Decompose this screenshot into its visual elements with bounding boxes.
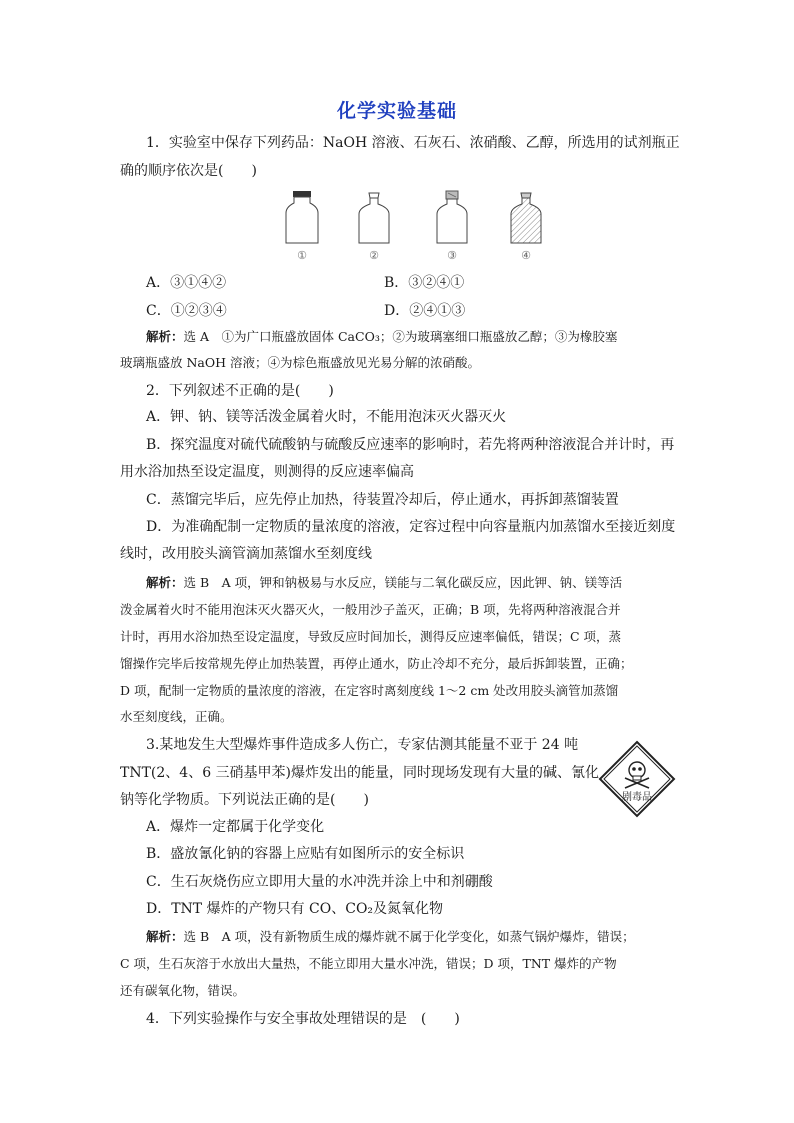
wide-mouth-bottle-icon	[280, 188, 324, 266]
q2-option-c: C．蒸馏完毕后，应先停止加热，待装置冷却后，停止通水，再拆卸蒸馏装置	[146, 492, 619, 508]
q3-analysis-line: 还有碳氧化物，错误。	[120, 983, 246, 998]
q2-analysis-line: 馏操作完毕后按常规先停止加热装置，再停止通水，防止冷却不充分，最后拆卸装置，正确；	[120, 656, 633, 671]
q1-option-c: C．①②③④	[146, 303, 227, 319]
reagent-bottles-figure	[272, 188, 552, 266]
q3-analysis-line: C 项，生石灰溶于水放出大量热，不能立即用大量水冲洗，错误；D 项，TNT 爆炸的产物	[120, 956, 617, 971]
q3-option-a: A．爆炸一定都属于化学变化	[146, 819, 325, 835]
q2-analysis-line: 计时，再用水浴加热至设定温度，导致反应时间加长，测得反应速率偏低，错误；C 项，蒸	[120, 629, 622, 644]
q2-analysis-line: 解析：选 B A 项，钾和钠极易与水反应，镁能与二氧化碳反应，因此钾、钠、镁等活	[146, 575, 623, 590]
q3-option-b: B．盛放氰化钠的容器上应贴有如图所示的安全标识	[146, 846, 465, 862]
q1-analysis-line1: 解析：选 A ①为广口瓶盛放固体 CaCO₃；②为玻璃塞细口瓶盛放乙醇；③为橡胶塞	[146, 329, 618, 344]
q1-option-a: A．③①④②	[146, 275, 227, 291]
q3-option-d: D．TNT 爆炸的产物只有 CO、CO₂及氮氧化物	[146, 901, 444, 917]
q1-option-d: D．②④①③	[384, 303, 466, 319]
q1-stem-line2: 确的顺序依次是( )	[120, 163, 257, 179]
q2-option-b-line1: B．探究温度对硫代硫酸钠与硫酸反应速率的影响时，若先将两种溶液混合并计时，再	[146, 437, 675, 453]
q2-option-d-line1: D．为准确配制一定物质的量浓度的溶液，定容过程中向容量瓶内加蒸馏水至接近刻度	[146, 519, 676, 535]
page-title: 化学实验基础	[336, 100, 457, 122]
q3-stem-line3: 钠等化学物质。下列说法正确的是( )	[120, 792, 369, 808]
q4-stem: 4．下列实验操作与安全事故处理错误的是 ( )	[146, 1011, 460, 1027]
q2-option-a: A．钾、钠、镁等活泼金属着火时，不能用泡沫灭火器灭火	[146, 409, 507, 425]
bottle-label-3: ③	[447, 249, 457, 262]
q2-stem: 2．下列叙述不正确的是( )	[146, 383, 334, 399]
q3-analysis-line: 解析：选 B A 项，没有新物质生成的爆炸就不属于化学变化，如蒸气锅炉爆炸，错误；	[146, 929, 635, 944]
q1-stem-line1: 1．实验室中保存下列药品：NaOH 溶液、石灰石、浓硝酸、乙醇，所选用的试剂瓶正	[146, 135, 680, 151]
bottle-label-4: ④	[521, 249, 531, 262]
q2-analysis-line: 水至刻度线，正确。	[120, 709, 233, 724]
q3-stem-line1: 3.某地发生大型爆炸事件造成多人伤亡，专家估测其能量不亚于 24 吨	[146, 737, 579, 753]
q2-option-d-line2: 线时，改用胶头滴管滴加蒸馏水至刻度线	[120, 546, 372, 562]
q2-analysis-line: D 项，配制一定物质的量浓度的溶液，在定容时离刻度线 1～2 cm 处改用胶头滴管加蒸馏	[120, 683, 619, 698]
bottle-label-2: ②	[369, 249, 379, 262]
q3-stem-line2: TNT(2、4、6 三硝基甲苯)爆炸发出的能量，同时现场发现有大量的碱、氰化	[120, 765, 600, 781]
toxic-hazard-sign	[598, 740, 676, 818]
brown-bottle-icon	[504, 188, 548, 266]
toxic-sign-label: 剧毒品	[622, 792, 652, 803]
q2-analysis-line: 泼金属着火时不能用泡沫灭火器灭火，一般用沙子盖灭，正确；B 项，先将两种溶液混合并	[120, 602, 621, 617]
q2-option-b-line2: 用水浴加热至设定温度，则测得的反应速率偏高	[120, 464, 414, 480]
q1-analysis-line2: 玻璃瓶盛放 NaOH 溶液；④为棕色瓶盛放见光易分解的浓硝酸。	[120, 355, 480, 370]
glass-stopper-bottle-icon	[352, 188, 396, 266]
q1-option-b: B．③②④①	[384, 275, 465, 291]
bottle-label-1: ①	[297, 249, 307, 262]
q3-option-c: C．生石灰烧伤应立即用大量的水冲洗并涂上中和剂硼酸	[146, 874, 493, 890]
rubber-stopper-bottle-icon	[430, 188, 474, 266]
